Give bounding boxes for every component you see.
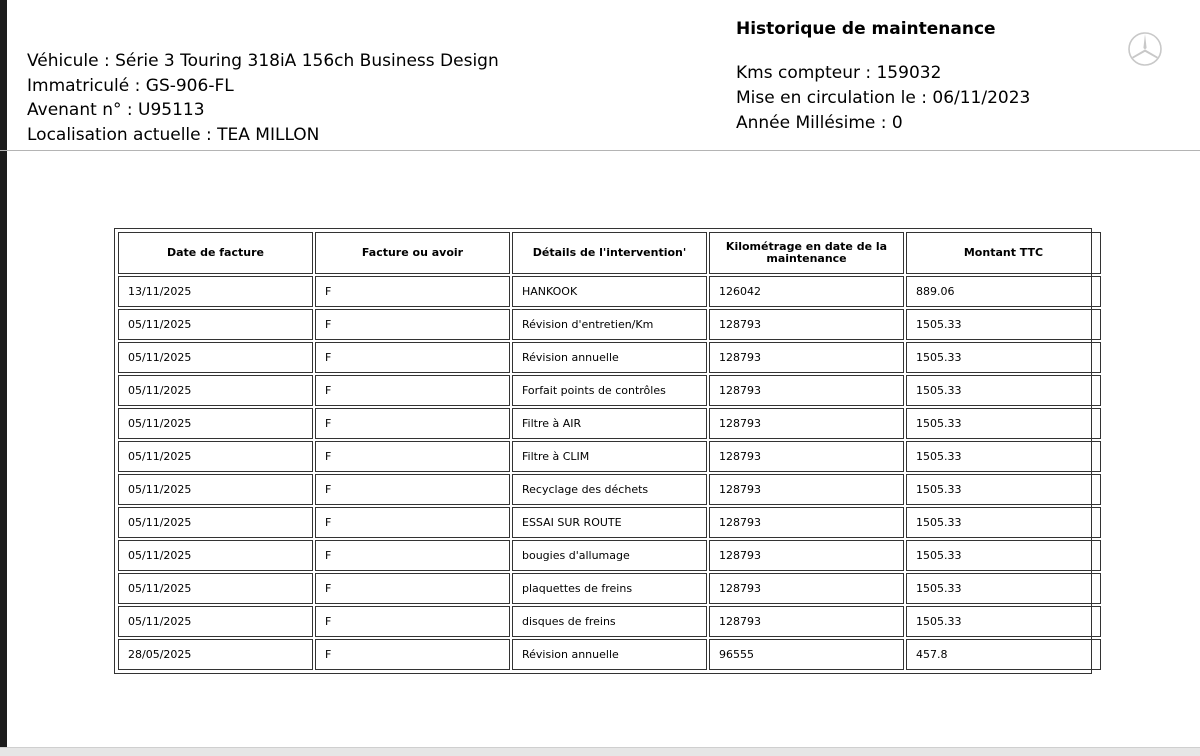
cell-mileage: 128793	[709, 342, 904, 373]
table-row	[118, 276, 1101, 307]
cell-details: Filtre à AIR	[512, 408, 707, 439]
cell-invoice-date: 05/11/2025	[118, 573, 313, 604]
cell-invoice-date: 05/11/2025	[118, 507, 313, 538]
cell-invoice-type: F	[315, 441, 510, 472]
cell-invoice-type: F	[315, 474, 510, 505]
column-header-invoice-date: Date de facture	[118, 232, 313, 274]
cell-invoice-date: 05/11/2025	[118, 408, 313, 439]
cell-details: Recyclage des déchets	[512, 474, 707, 505]
cell-details: Révision d'entretien/Km	[512, 309, 707, 340]
cell-invoice-date: 05/11/2025	[118, 441, 313, 472]
cell-mileage: 126042	[709, 276, 904, 307]
cell-amount: 1505.33	[906, 408, 1101, 439]
cell-invoice-type: F	[315, 408, 510, 439]
mercedes-star-icon	[1127, 31, 1163, 67]
cell-invoice-date: 05/11/2025	[118, 309, 313, 340]
cell-invoice-date: 05/11/2025	[118, 540, 313, 571]
table-row	[118, 573, 1101, 604]
column-header-mileage: Kilométrage en date de la maintenance	[709, 232, 904, 274]
table-header-row	[118, 232, 1101, 274]
cell-mileage: 128793	[709, 507, 904, 538]
cell-invoice-type: F	[315, 606, 510, 637]
cell-details: Révision annuelle	[512, 639, 707, 670]
table-row	[118, 441, 1101, 472]
cell-amount: 1505.33	[906, 375, 1101, 406]
cell-mileage: 128793	[709, 540, 904, 571]
cell-invoice-type: F	[315, 540, 510, 571]
cell-mileage: 128793	[709, 375, 904, 406]
vehicle-info	[27, 49, 499, 147]
table-row	[118, 375, 1101, 406]
meter-info	[736, 61, 1030, 136]
registration-date: Mise en circulation le : 06/11/2023	[736, 88, 1031, 108]
cell-amount: 457.8	[906, 639, 1101, 670]
cell-invoice-type: F	[315, 342, 510, 373]
cell-invoice-type: F	[315, 375, 510, 406]
table-row	[118, 474, 1101, 505]
table-row	[118, 606, 1101, 637]
header-divider	[0, 150, 1200, 151]
vehicle-amendment: Avenant n° : U95113	[27, 100, 205, 120]
cell-details: plaquettes de freins	[512, 573, 707, 604]
cell-amount: 1505.33	[906, 573, 1101, 604]
cell-invoice-type: F	[315, 276, 510, 307]
cell-details: Révision annuelle	[512, 342, 707, 373]
cell-invoice-date: 13/11/2025	[118, 276, 313, 307]
cell-mileage: 128793	[709, 408, 904, 439]
cell-mileage: 128793	[709, 474, 904, 505]
table-row	[118, 309, 1101, 340]
cell-details: Filtre à CLIM	[512, 441, 707, 472]
cell-amount: 1505.33	[906, 342, 1101, 373]
cell-details: bougies d'allumage	[512, 540, 707, 571]
cell-amount: 1505.33	[906, 606, 1101, 637]
vehicle-location: Localisation actuelle : TEA MILLON	[27, 124, 320, 145]
table-row	[118, 507, 1101, 538]
cell-invoice-date: 05/11/2025	[118, 375, 313, 406]
cell-invoice-date: 05/11/2025	[118, 606, 313, 637]
cell-amount: 889.06	[906, 276, 1101, 307]
odometer: Kms compteur : 159032	[736, 63, 942, 83]
table-row	[118, 408, 1101, 439]
viewer-left-edge	[0, 0, 7, 755]
cell-details: HANKOOK	[512, 276, 707, 307]
cell-mileage: 128793	[709, 441, 904, 472]
cell-invoice-type: F	[315, 573, 510, 604]
cell-mileage: 128793	[709, 309, 904, 340]
cell-invoice-date: 05/11/2025	[118, 474, 313, 505]
cell-invoice-type: F	[315, 309, 510, 340]
cell-amount: 1505.33	[906, 540, 1101, 571]
cell-mileage: 96555	[709, 639, 904, 670]
table-row	[118, 639, 1101, 670]
cell-invoice-date: 05/11/2025	[118, 342, 313, 373]
table-row	[118, 342, 1101, 373]
cell-amount: 1505.33	[906, 309, 1101, 340]
model-year: Année Millésime : 0	[736, 113, 903, 133]
column-header-details: Détails de l'intervention'	[512, 232, 707, 274]
column-header-amount: Montant TTC	[906, 232, 1101, 274]
vehicle-model: Véhicule : Série 3 Touring 318iA 156ch Business Design	[27, 51, 499, 71]
cell-details: Forfait points de contrôles	[512, 375, 707, 406]
cell-amount: 1505.33	[906, 441, 1101, 472]
cell-invoice-date: 28/05/2025	[118, 639, 313, 670]
page-title: Historique de maintenance	[736, 19, 996, 39]
cell-details: disques de freins	[512, 606, 707, 637]
vehicle-registration: Immatriculé : GS-906-FL	[27, 75, 234, 96]
table-row	[118, 540, 1101, 571]
cell-invoice-type: F	[315, 507, 510, 538]
cell-invoice-type: F	[315, 639, 510, 670]
cell-details: ESSAI SUR ROUTE	[512, 507, 707, 538]
column-header-invoice-type: Facture ou avoir	[315, 232, 510, 274]
cell-mileage: 128793	[709, 606, 904, 637]
maintenance-table	[114, 228, 1092, 674]
cell-amount: 1505.33	[906, 474, 1101, 505]
cell-amount: 1505.33	[906, 507, 1101, 538]
cell-mileage: 128793	[709, 573, 904, 604]
